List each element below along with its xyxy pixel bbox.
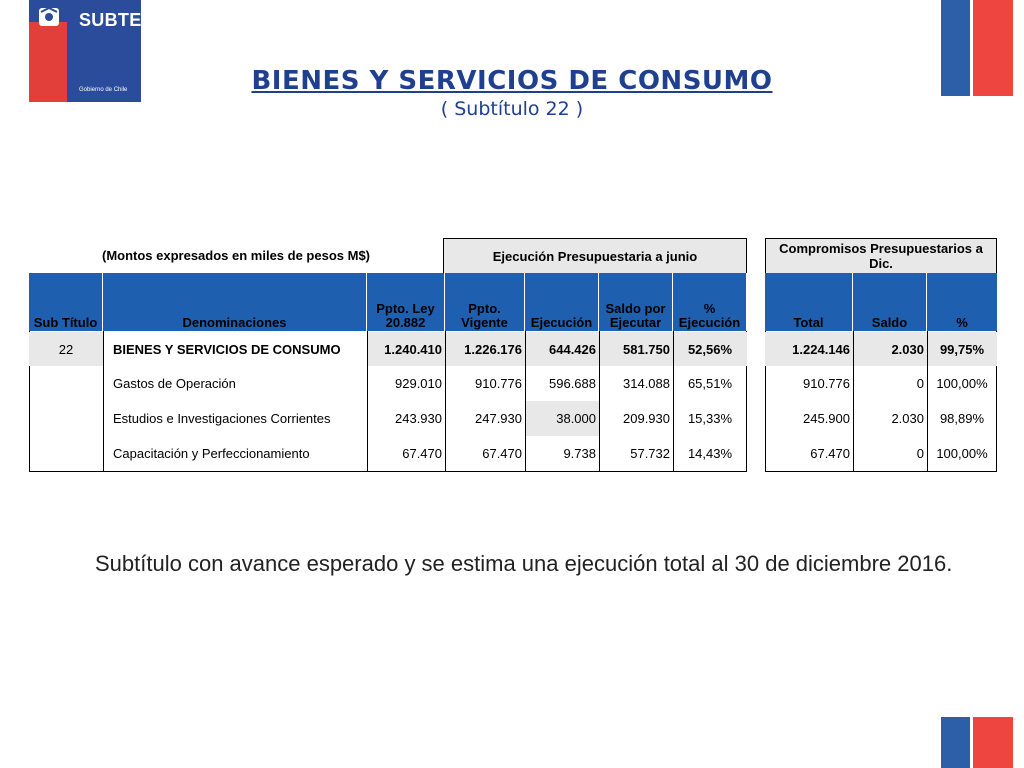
corner-stripes-bottom: [941, 717, 1013, 768]
page-subtitle: ( Subtítulo 22 ): [440, 98, 584, 120]
col-header-total: Total: [765, 273, 853, 331]
table-cell: 910.776: [475, 376, 522, 391]
table-cell: 52,56%: [687, 341, 733, 357]
table-cell: 38.000: [556, 411, 596, 426]
table-cell: 1.226.176: [464, 341, 522, 357]
logo-brand: SUBTEL: [79, 10, 153, 30]
table-cell: 98,89%: [939, 411, 985, 426]
table-cell: Gastos de Operación: [113, 376, 236, 391]
table-cell: 0: [916, 376, 924, 391]
table-cell: 929.010: [395, 376, 442, 391]
table-cell: BIENES Y SERVICIOS DE CONSUMO: [113, 341, 341, 357]
table-cell: 644.426: [549, 341, 596, 357]
col-header-saldo: Saldo: [853, 273, 927, 331]
table-cell: 65,51%: [687, 376, 733, 391]
table-cell: 1.240.410: [384, 341, 442, 357]
table-cell: 99,75%: [939, 341, 985, 357]
table-cell: 245.900: [803, 411, 850, 426]
table-cell: 14,43%: [687, 446, 733, 461]
table-cell: 314.088: [623, 376, 670, 391]
logo-tagline: Gobierno de Chile: [79, 87, 128, 93]
col-header-ppto-ley: Ppto. Ley 20.882: [367, 273, 445, 331]
table-cell: 581.750: [623, 341, 670, 357]
table-cell: 0: [916, 446, 924, 461]
col-header-saldo-por-ejecutar: Saldo por Ejecutar: [599, 273, 673, 331]
col-header-ejecucion: Ejecución: [525, 273, 599, 331]
table-cell: 2.030: [891, 341, 924, 357]
budget-table: [29, 238, 997, 472]
table-cell: 67.470: [482, 446, 522, 461]
table-cell: 100,00%: [936, 376, 988, 391]
table-cell: Estudios e Investigaciones Corrientes: [113, 411, 331, 426]
table-cell: 9.738: [563, 446, 596, 461]
table-cell: 22: [58, 341, 74, 357]
coat-of-arms-icon: [33, 2, 65, 32]
col-header-pct-ejecucion: % Ejecución: [673, 273, 747, 331]
table-cell: 67.470: [810, 446, 850, 461]
table-caption: (Montos expresados en miles de pesos M$): [29, 238, 443, 273]
col-header-ppto-vigente: Ppto. Vigente: [445, 273, 525, 331]
table-cell: 15,33%: [687, 411, 733, 426]
table-cell: Capacitación y Perfeccionamiento: [113, 446, 310, 461]
col-header-subtitulo: Sub Título: [29, 273, 103, 331]
table-cell: 100,00%: [936, 446, 988, 461]
page-title: BIENES Y SERVICIOS DE CONSUMO: [251, 66, 773, 96]
table-cell: 2.030: [891, 411, 924, 426]
table-cell: 247.930: [475, 411, 522, 426]
table-cell: 209.930: [623, 411, 670, 426]
table-cell: 910.776: [803, 376, 850, 391]
table-cell: 1.224.146: [792, 341, 850, 357]
table-cell: 243.930: [395, 411, 442, 426]
summary-note: Subtítulo con avance esperado y se estima una ejecución total al 30 de diciembre 2016.: [95, 551, 953, 576]
table-cell: 596.688: [549, 376, 596, 391]
table-cell: 57.732: [630, 446, 670, 461]
group-header-execution: Ejecución Presupuestaria a junio: [443, 238, 747, 274]
group-header-commitments: Compromisos Presupuestarios a Dic.: [765, 238, 997, 274]
col-header-pct: %: [927, 273, 997, 331]
table-cell: 67.470: [402, 446, 442, 461]
col-header-denominaciones: Denominaciones: [103, 273, 367, 331]
